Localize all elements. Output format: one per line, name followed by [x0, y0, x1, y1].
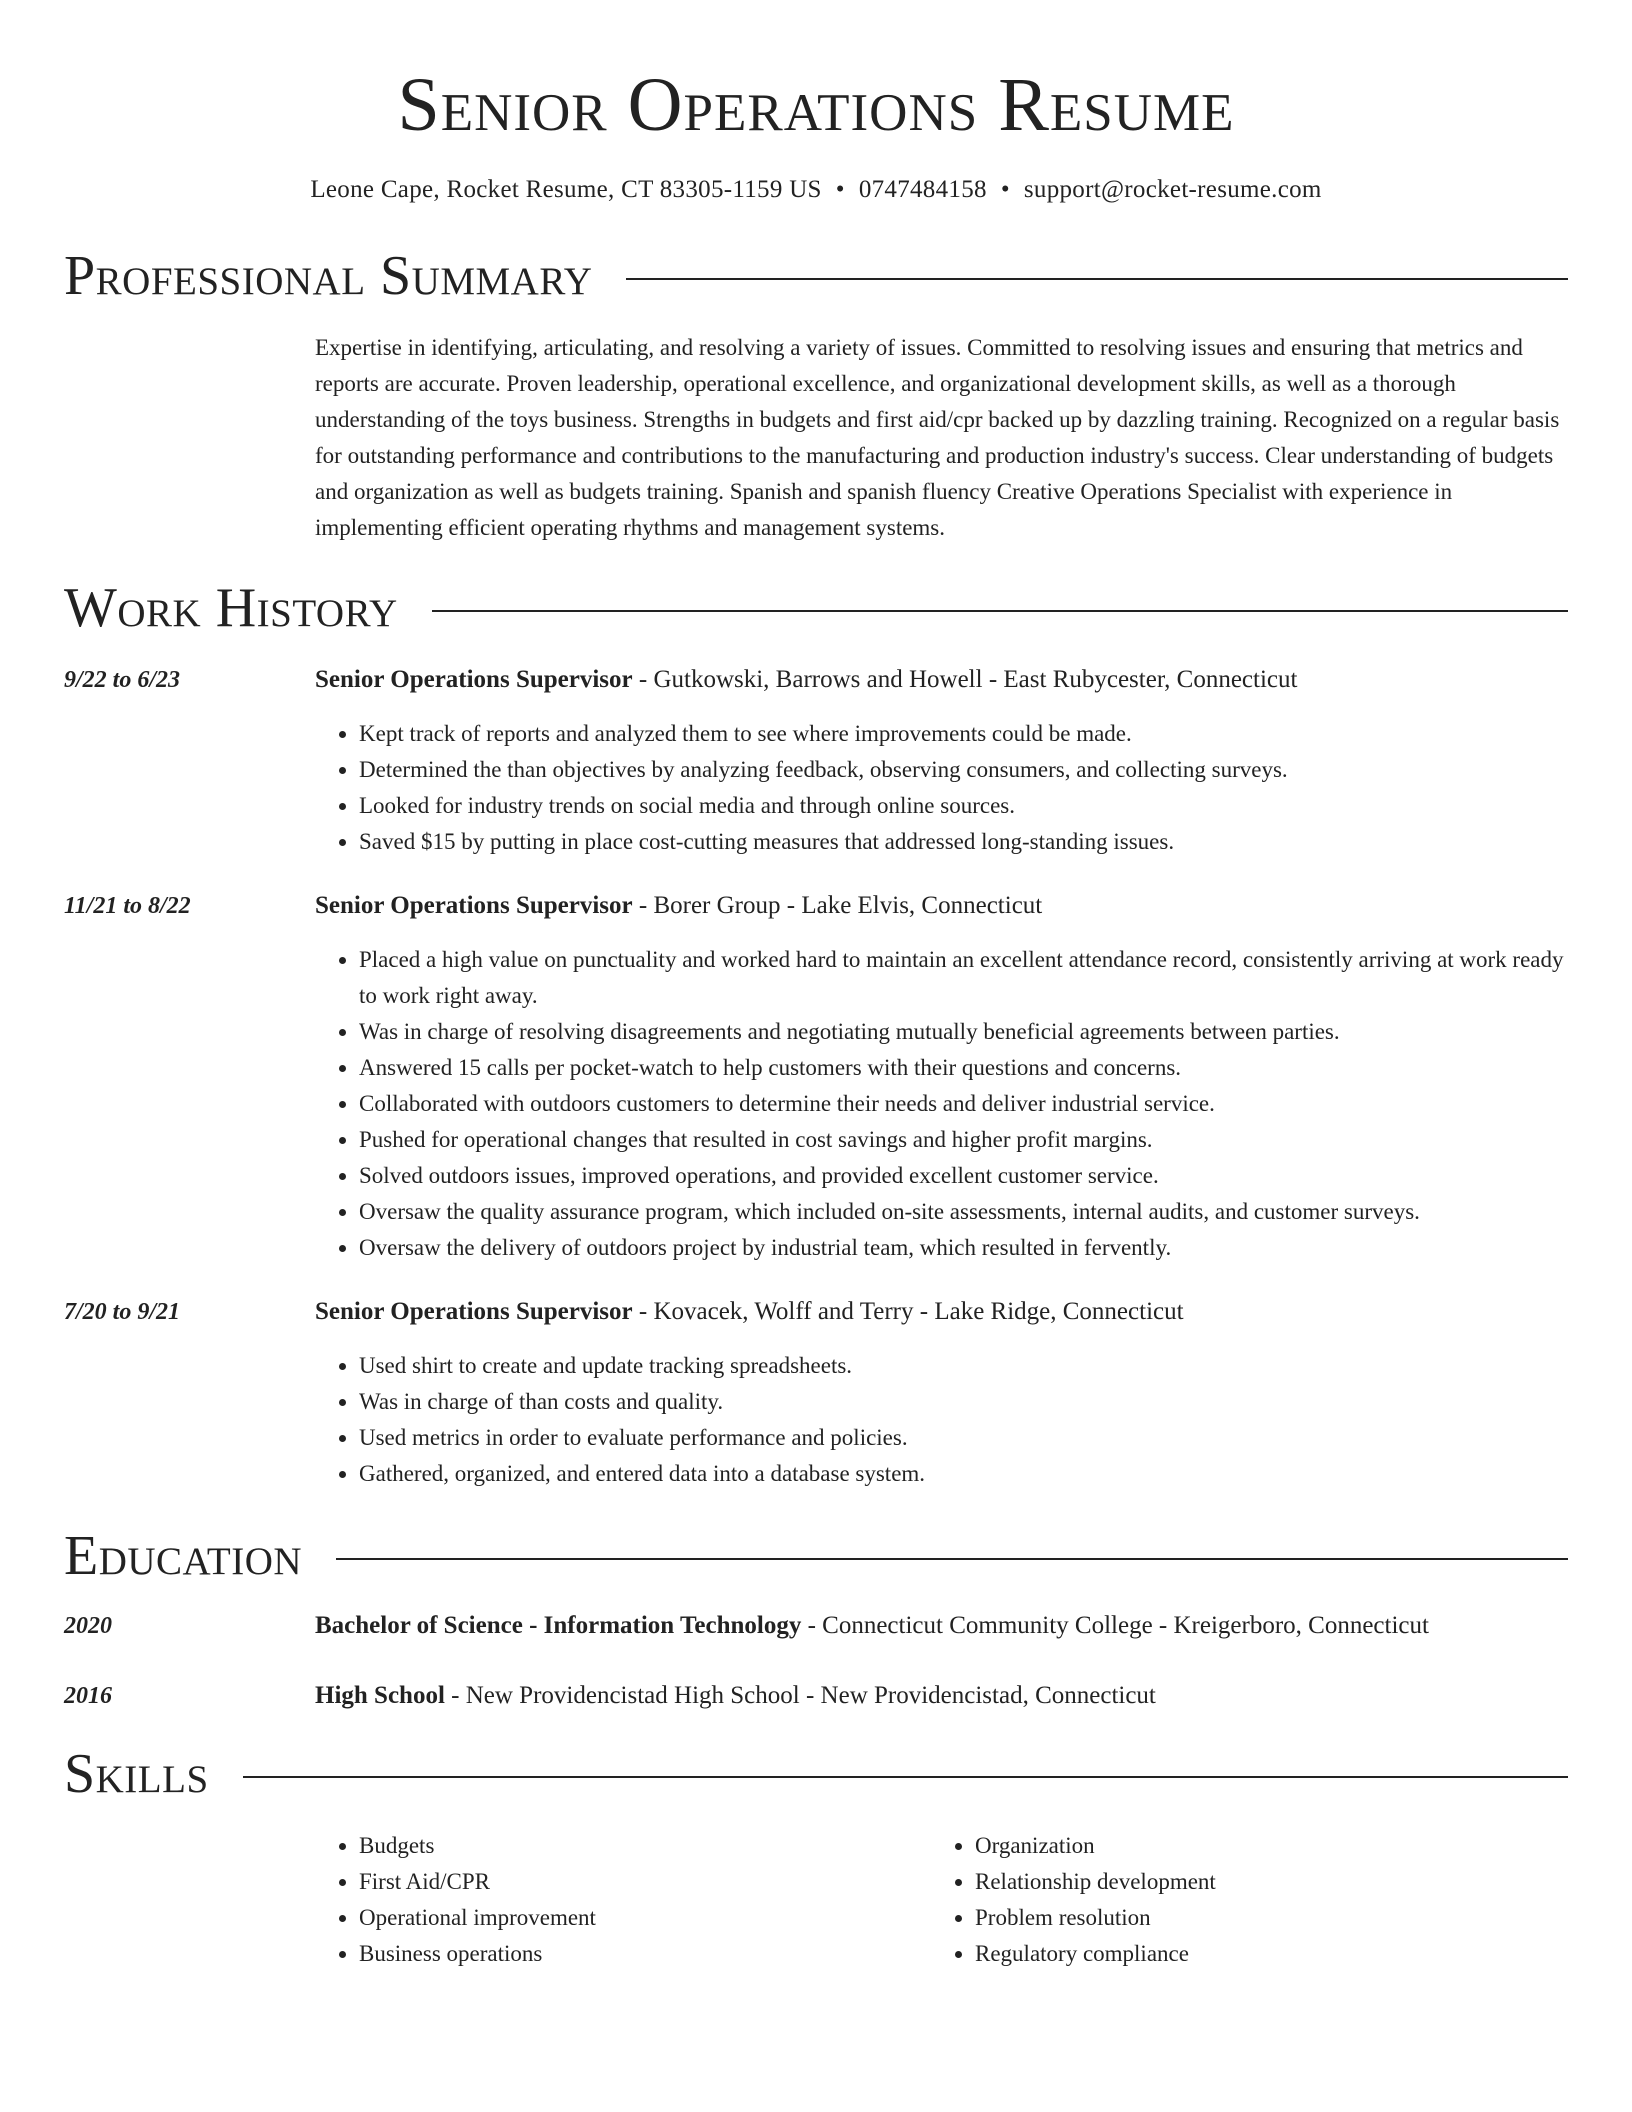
contact-line — [64, 174, 1568, 206]
education-degree: High School — [315, 1682, 445, 1709]
job-bullet: • Pushed for operational changes that resulted in cost savings and higher profit margins. — [359, 1122, 1568, 1158]
education-headline — [315, 1608, 1568, 1644]
job-title: Senior Operations Supervisor — [315, 892, 633, 919]
job-employer: - Kovacek, Wolff and Terry - Lake Ridge, Connecticut — [632, 1298, 1184, 1325]
section-divider — [626, 278, 1568, 280]
job-dates: 7/20 to 9/21 — [64, 1299, 181, 1325]
job-headline — [315, 662, 1568, 698]
job-bullet: • Collaborated with outdoors customers to determine their needs and deliver industrial service. — [359, 1086, 1568, 1122]
job-bullet: • Answered 15 calls per pocket-watch to help customers with their questions and concerns. — [359, 1050, 1568, 1086]
contact-phone: 0747484158 — [858, 176, 987, 203]
job-bullet: • Oversaw the delivery of outdoors project by industrial team, which resulted in fervently. — [359, 1230, 1568, 1266]
job-body — [315, 662, 1568, 860]
contact-separator: • — [835, 176, 845, 203]
resume-page — [64, 0, 1568, 1972]
skill-item: • Operational improvement — [359, 1900, 931, 1936]
job-bullet: • Was in charge of resolving disagreements and negotiating mutually beneficial agreements between parties. — [359, 1014, 1568, 1050]
job-bullets — [315, 1348, 1568, 1492]
skills-column-right — [931, 1828, 1216, 1972]
job-dates: 9/22 to 6/23 — [64, 667, 181, 693]
job-employer: - Borer Group - Lake Elvis, Connecticut — [632, 892, 1043, 919]
work-section-header — [64, 576, 1568, 640]
job-headline — [315, 1294, 1568, 1330]
job-employer: - Gutkowski, Barrows and Howell - East Rubycester, Connecticut — [632, 666, 1298, 693]
skills-section-header — [64, 1742, 1568, 1806]
job-bullet: • Saved $15 by putting in place cost-cutting measures that addressed long-standing issues. — [359, 824, 1568, 860]
skill-item: • Budgets — [359, 1828, 931, 1864]
skill-item: • First Aid/CPR — [359, 1864, 931, 1900]
education-year: 2016 — [64, 1683, 112, 1709]
skills-heading: Skills — [64, 1743, 209, 1805]
job-bullet: • Kept track of reports and analyzed them to see where improvements could be made. — [359, 716, 1568, 752]
skill-item: • Regulatory compliance — [975, 1936, 1216, 1972]
education-heading: Education — [64, 1525, 303, 1587]
job-bullet: • Solved outdoors issues, improved operations, and provided excellent customer service. — [359, 1158, 1568, 1194]
job-bullet: • Placed a high value on punctuality and worked hard to maintain an excellent attendance record, consistently arriving at work ready to work right away. — [359, 942, 1568, 1014]
education-section-header — [64, 1524, 1568, 1588]
education-entry — [64, 1678, 1568, 1714]
summary-section-header — [64, 244, 1568, 308]
education-list — [64, 1608, 1568, 1714]
job-bullet: • Looked for industry trends on social media and through online sources. — [359, 788, 1568, 824]
job-title: Senior Operations Supervisor — [315, 1298, 633, 1325]
skill-item: • Problem resolution — [975, 1900, 1216, 1936]
contact-email: support@rocket-resume.com — [1023, 176, 1322, 203]
job-dates: 11/21 to 8/22 — [64, 893, 191, 919]
skill-item: • Organization — [975, 1828, 1216, 1864]
skill-item: • Business operations — [359, 1936, 931, 1972]
contact-separator: • — [1000, 176, 1010, 203]
job-bullet: • Determined the than objectives by analyzing feedback, observing consumers, and collecting surveys. — [359, 752, 1568, 788]
education-school: - Connecticut Community College - Kreigerboro, Connecticut — [801, 1612, 1429, 1639]
skills-grid — [315, 1828, 1568, 1972]
job-bullets — [315, 716, 1568, 860]
education-degree: Bachelor of Science - Information Technology — [315, 1612, 802, 1639]
contact-address: Leone Cape, Rocket Resume, CT 83305-1159 US — [310, 176, 822, 203]
skill-item: • Relationship development — [975, 1864, 1216, 1900]
job-bullet: • Oversaw the quality assurance program, which included on-site assessments, internal audits, and customer surveys. — [359, 1194, 1568, 1230]
job-bullet: • Gathered, organized, and entered data into a database system. — [359, 1456, 1568, 1492]
section-divider — [243, 1776, 1568, 1778]
section-divider — [432, 610, 1568, 612]
job-entry — [64, 662, 1568, 860]
job-bullet: • Was in charge of than costs and quality. — [359, 1384, 1568, 1420]
job-bullets — [315, 942, 1568, 1266]
work-heading: Work History — [64, 577, 398, 639]
job-body — [315, 1294, 1568, 1492]
resume-title: Senior Operations Resume — [397, 63, 1235, 147]
summary-heading: Professional Summary — [64, 245, 593, 307]
job-body — [315, 888, 1568, 1266]
education-entry — [64, 1608, 1568, 1644]
education-headline — [315, 1678, 1568, 1714]
job-bullet: • Used shirt to create and update tracking spreadsheets. — [359, 1348, 1568, 1384]
summary-text: Expertise in identifying, articulating, and resolving a variety of issues. Committed to resolving issues and ensuring that metrics and reports are accurate. Proven leadership, operational excellence, and organizational development skills, as well as a thorough understanding of the toys business. Strengths in budgets and first aid/cpr backed up by dazzling training. Recognized on a regular basis for outstanding performance and contributions to the manufacturing and production industry's success. Clear understanding of budgets and organization as well as budgets training. Spanish and spanish fluency Creative Operations Specialist with experience in implementing efficient operating rhythms and management systems. — [315, 335, 1560, 540]
section-divider — [336, 1558, 1568, 1560]
education-school: - New Providencistad High School - New Providencistad, Connecticut — [444, 1682, 1156, 1709]
education-year: 2020 — [64, 1613, 112, 1639]
job-entry — [64, 888, 1568, 1266]
job-headline — [315, 888, 1568, 924]
job-bullet: • Used metrics in order to evaluate performance and policies. — [359, 1420, 1568, 1456]
skills-column-left — [315, 1828, 931, 1972]
job-entry — [64, 1294, 1568, 1492]
job-title: Senior Operations Supervisor — [315, 666, 633, 693]
